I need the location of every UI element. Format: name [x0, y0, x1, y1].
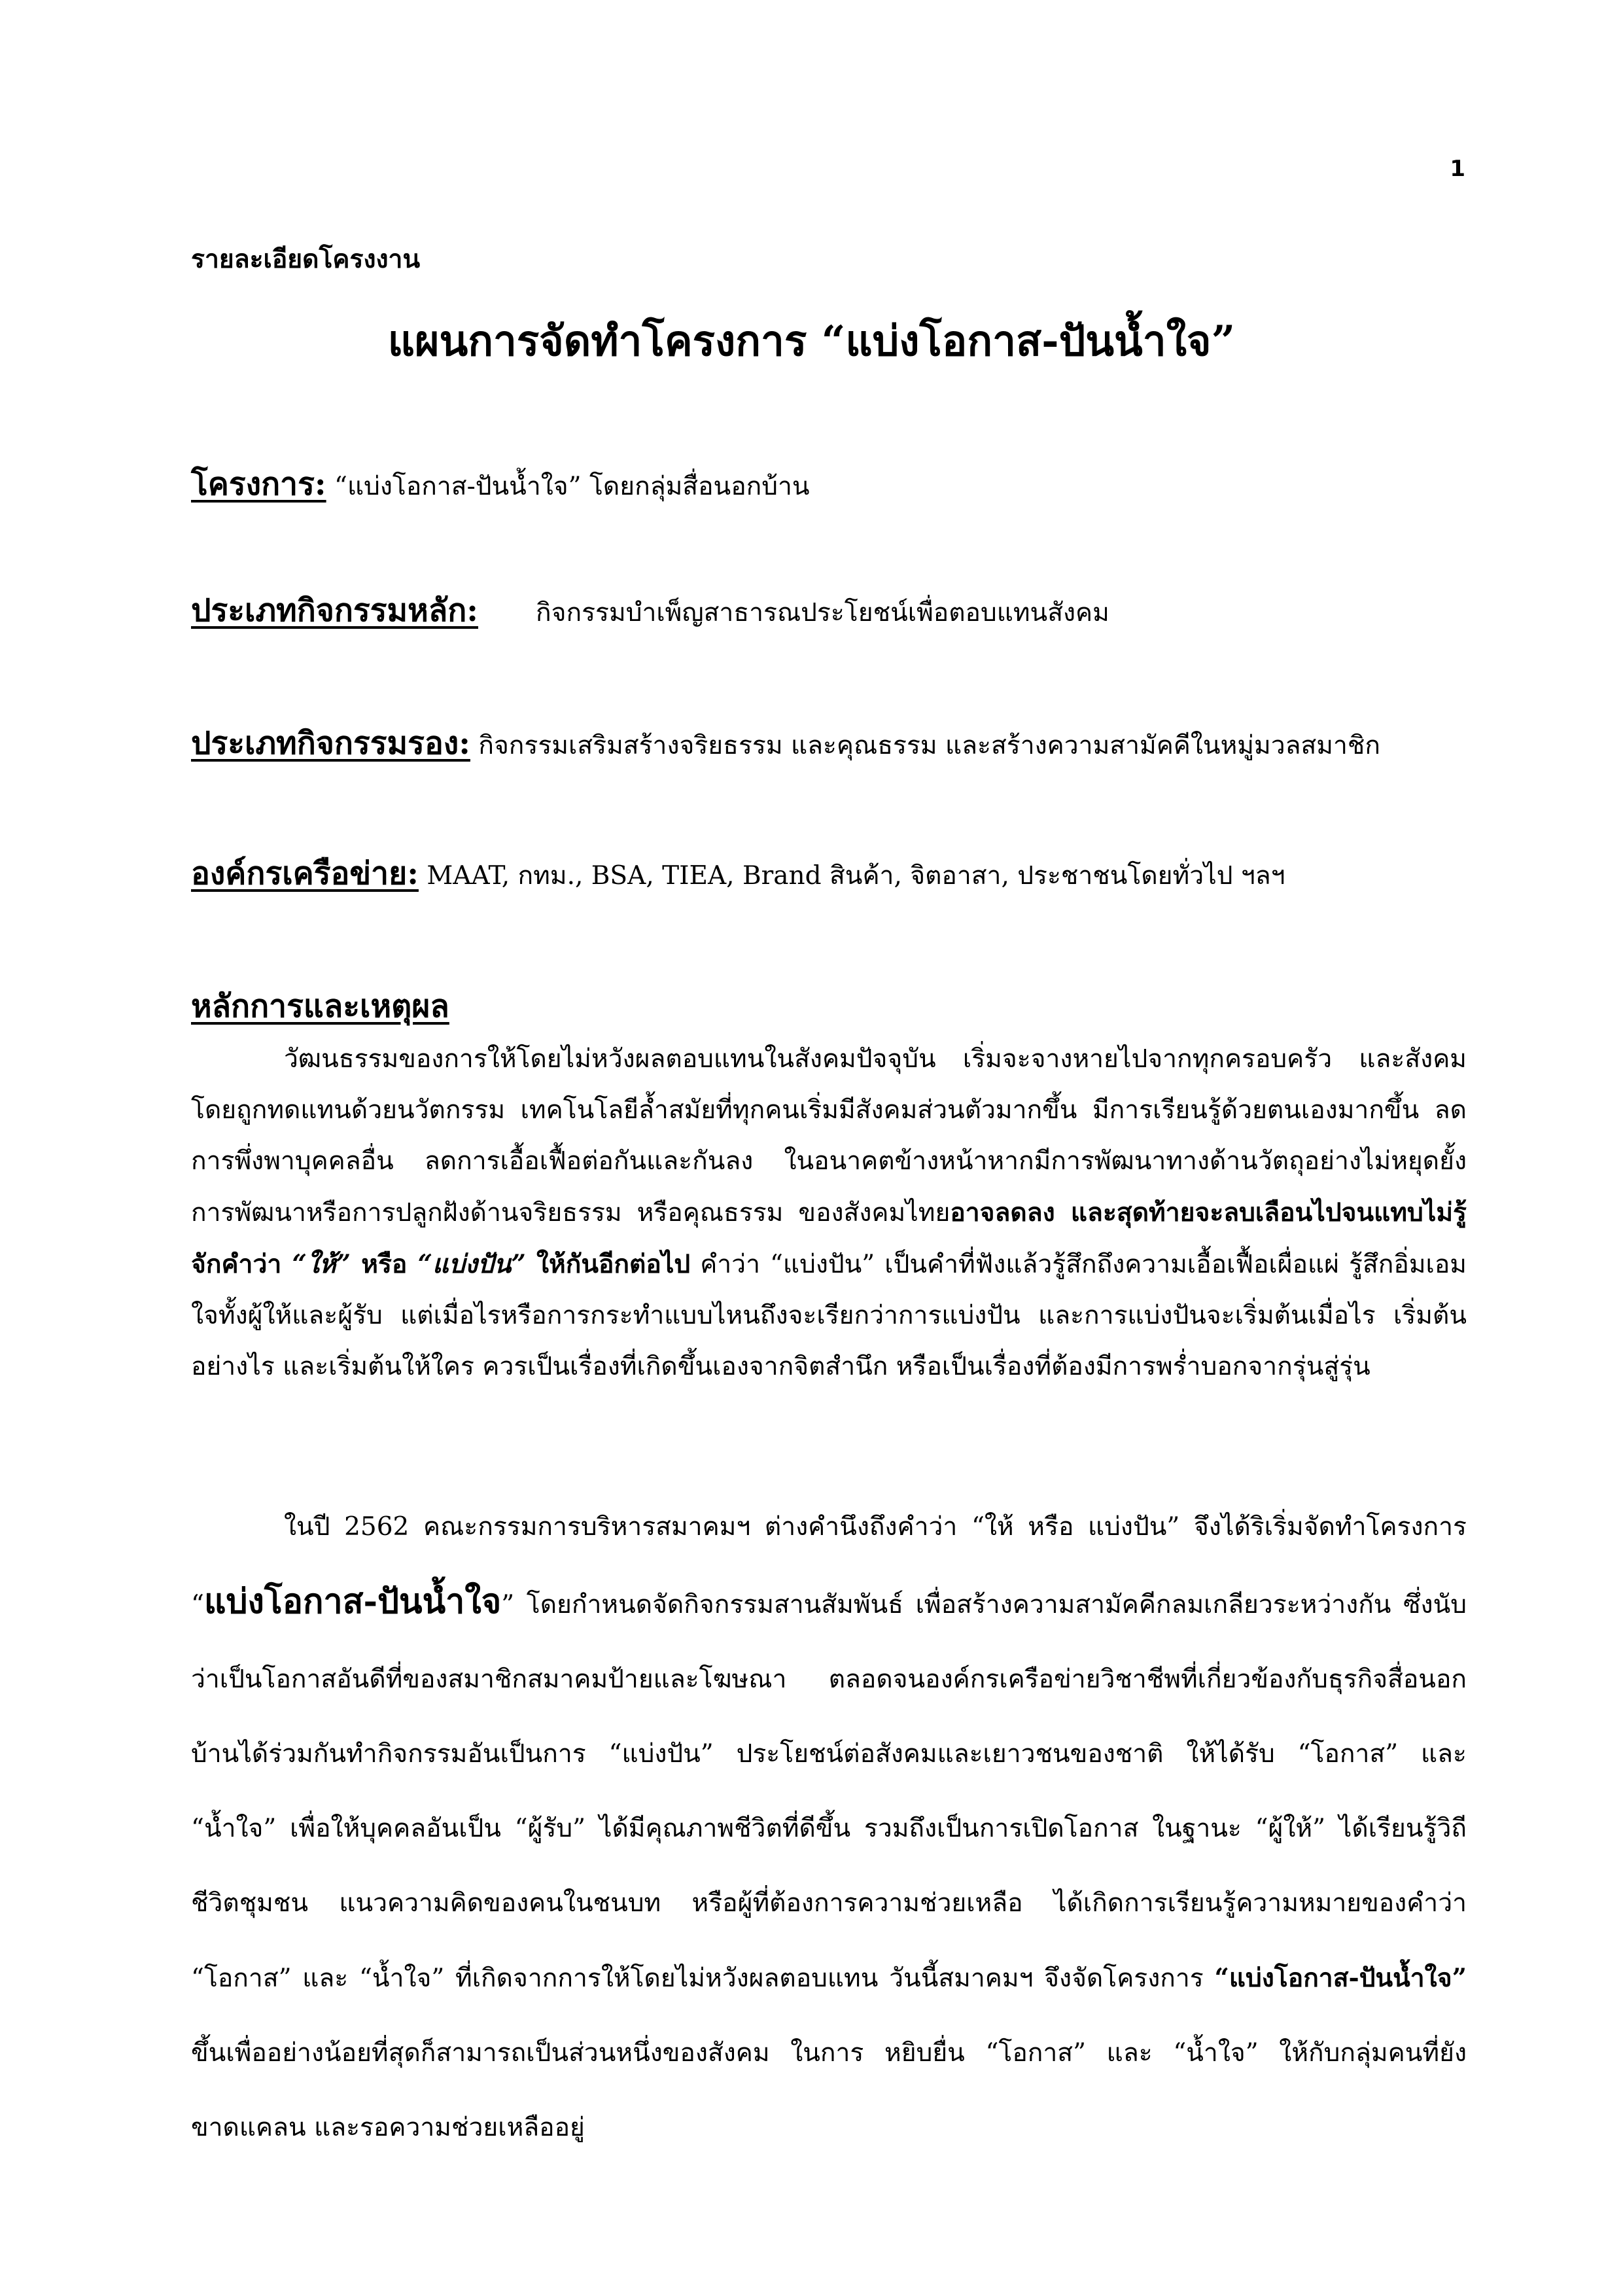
secondary-activity-label: ประเภทกิจกรรมรอง: [191, 725, 470, 762]
network-field [191, 849, 1467, 898]
main-activity-label: ประเภทกิจกรรมหลัก: [191, 592, 479, 629]
page-title: แผนการจัดทำโครงการ “แบ่งโอกาส-ปันน้ำใจ” [387, 317, 1236, 366]
p1-text-2: คำว่า “แบ่งปัน” เป็นคำที่ฟังแล้วรู้สึกถึงความเอื้อเฟื้อเผื่อแผ่ รู้สึกอิ่มเอมใจทั้งผู้ให้และผู้รับ แต่เมื่อไรหรือการกระทำแบบไหนถึงจะเรียกว่าการแบ่งปัน และการแบ่งปันจะเริ่มต้นเมื่อไร เริ่มต้นอย่างไร และเริ่มต้นให้ใคร ควรเป็นเรื่องที่เกิดขึ้นเองจากจิตสำนึก หรือเป็นเรื่องที่ต้องมีการพร่ำบอกจากรุ่นสู่รุ่น [191, 1250, 1467, 1381]
secondary-activity-value: กิจกรรมเสริมสร้างจริยธรรม และคุณธรรม และสร้างความสามัคคีในหมู่มวลสมาชิก [470, 731, 1380, 760]
p2-text-1: ในปี 2562 คณะกรรมการบริหารสมาคมฯ ต่างคำนึงถึงคำว่า “ให้ หรือ แบ่งปัน” จึงได้ริเริ่มจัดทำโครงการ “ [191, 1512, 1467, 1619]
p1-bold-2: หรือ [351, 1249, 418, 1279]
main-activity-value: กิจกรรมบำเพ็ญสาธารณประโยชน์เพื่อตอบแทนสังคม [536, 598, 1109, 627]
p1-bold-1: อาจลดลง และสุดท้ายจะลบเลือนไปจนแทบไม่รู้จักคำว่า [191, 1197, 1467, 1279]
p2-project-name-bold: “แบ่งโอกาส-ปันน้ำใจ” [1214, 1963, 1467, 1993]
page-number: 1 [1450, 156, 1465, 182]
p2-text-2: ” โดยกำหนดจัดกิจกรรมสานสัมพันธ์ เพื่อสร้างความสามัคคีกลมเกลียวระหว่างกัน ซึ่งนับว่าเป็นโอกาสอันดีที่ของสมาชิกสมาคมป้ายและโฆษณา ตลอดจนองค์กรเครือข่ายวิชาชีพที่เกี่ยวข้องกับธุรกิจสื่อนอกบ้านได้ร่วมกันทำกิจกรรมอันเป็นการ “แบ่งปัน” ประโยชน์ต่อสังคมและเยาวชนของชาติ ให้ได้รับ “โอกาส” และ “น้ำใจ” เพื่อให้บุคคลอันเป็น “ผู้รับ” ได้มีคุณภาพชีวิตที่ดีขึ้น รวมถึงเป็นการเปิดโอกาส ในฐานะ “ผู้ให้” ได้เรียนรู้วิถี ชีวิตชุมชน แนวความคิดของคนในชนบท หรือผู้ที่ต้องการความช่วยเหลือ ได้เกิดการเรียนรู้ความหมายของคำว่า “โอกาส” และ “น้ำใจ” ที่เกิดจากการให้โดยไม่หวังผลตอบแทน วันนี้สมาคมฯ จึงจัดโครงการ [191, 1590, 1467, 1993]
network-label: องค์กรเครือข่าย: [191, 855, 419, 892]
rationale-paragraph-2 [191, 1490, 1467, 2165]
document-label: รายละเอียดโครงงาน [191, 244, 421, 274]
p1-italic-2: “แบ่งปัน” [417, 1249, 526, 1279]
section-heading: หลักการและเหตุผล [191, 988, 449, 1025]
network-value: MAAT, กทม., BSA, TIEA, Brand สินค้า, จิตอาสา, ประชาชนโดยทั่วไป ฯลฯ [418, 861, 1285, 891]
secondary-activity-field [191, 718, 1467, 768]
project-label: โครงการ: [191, 466, 326, 503]
p2-text-3: ขึ้นเพื่ออย่างน้อยที่สุดก็สามารถเป็นส่วนหนึ่งของสังคม ในการ หยิบยื่น “โอกาส” และ “น้ำใจ” ให้กับกลุ่มคนที่ยังขาดแคลน และรอความช่วยเหลืออยู่ [191, 2038, 1467, 2142]
project-field [191, 459, 1467, 509]
rationale-paragraph-1 [191, 1034, 1467, 1392]
main-activity-field [191, 586, 1467, 635]
p2-project-name-large: แบ่งโอกาส-ปันน้ำใจ [203, 1581, 502, 1621]
p1-bold-3: ให้กันอีกต่อไป [525, 1249, 691, 1279]
p1-text-1: วัฒนธรรมของการให้โดยไม่หวังผลตอบแทนในสังคมปัจจุบัน เริ่มจะจางหายไปจากทุกครอบครัว และสังคม โดยถูกทดแทนด้วยนวัตกรรม เทคโนโลยีล้ำสมัยที่ทุกคนเริ่มมีสังคมส่วนตัวมากขึ้น มีการเรียนรู้ด้วยตนเองมากขึ้น ลดการพึ่งพาบุคคลอื่น ลดการเอื้อเฟื้อต่อกันและกันลง ในอนาคตข้างหน้าหากมีการพัฒนาทางด้านวัตถุอย่างไม่หยุดยั้ง การพัฒนาหรือการปลูกฝังด้านจริยธรรม หรือคุณธรรม ของสังคมไทย [191, 1044, 1467, 1227]
p1-italic-1: “ให้” [292, 1249, 351, 1279]
project-value: “แบ่งโอกาส-ปันน้ำใจ” โดยกลุ่มสื่อนอกบ้าน [326, 472, 810, 501]
